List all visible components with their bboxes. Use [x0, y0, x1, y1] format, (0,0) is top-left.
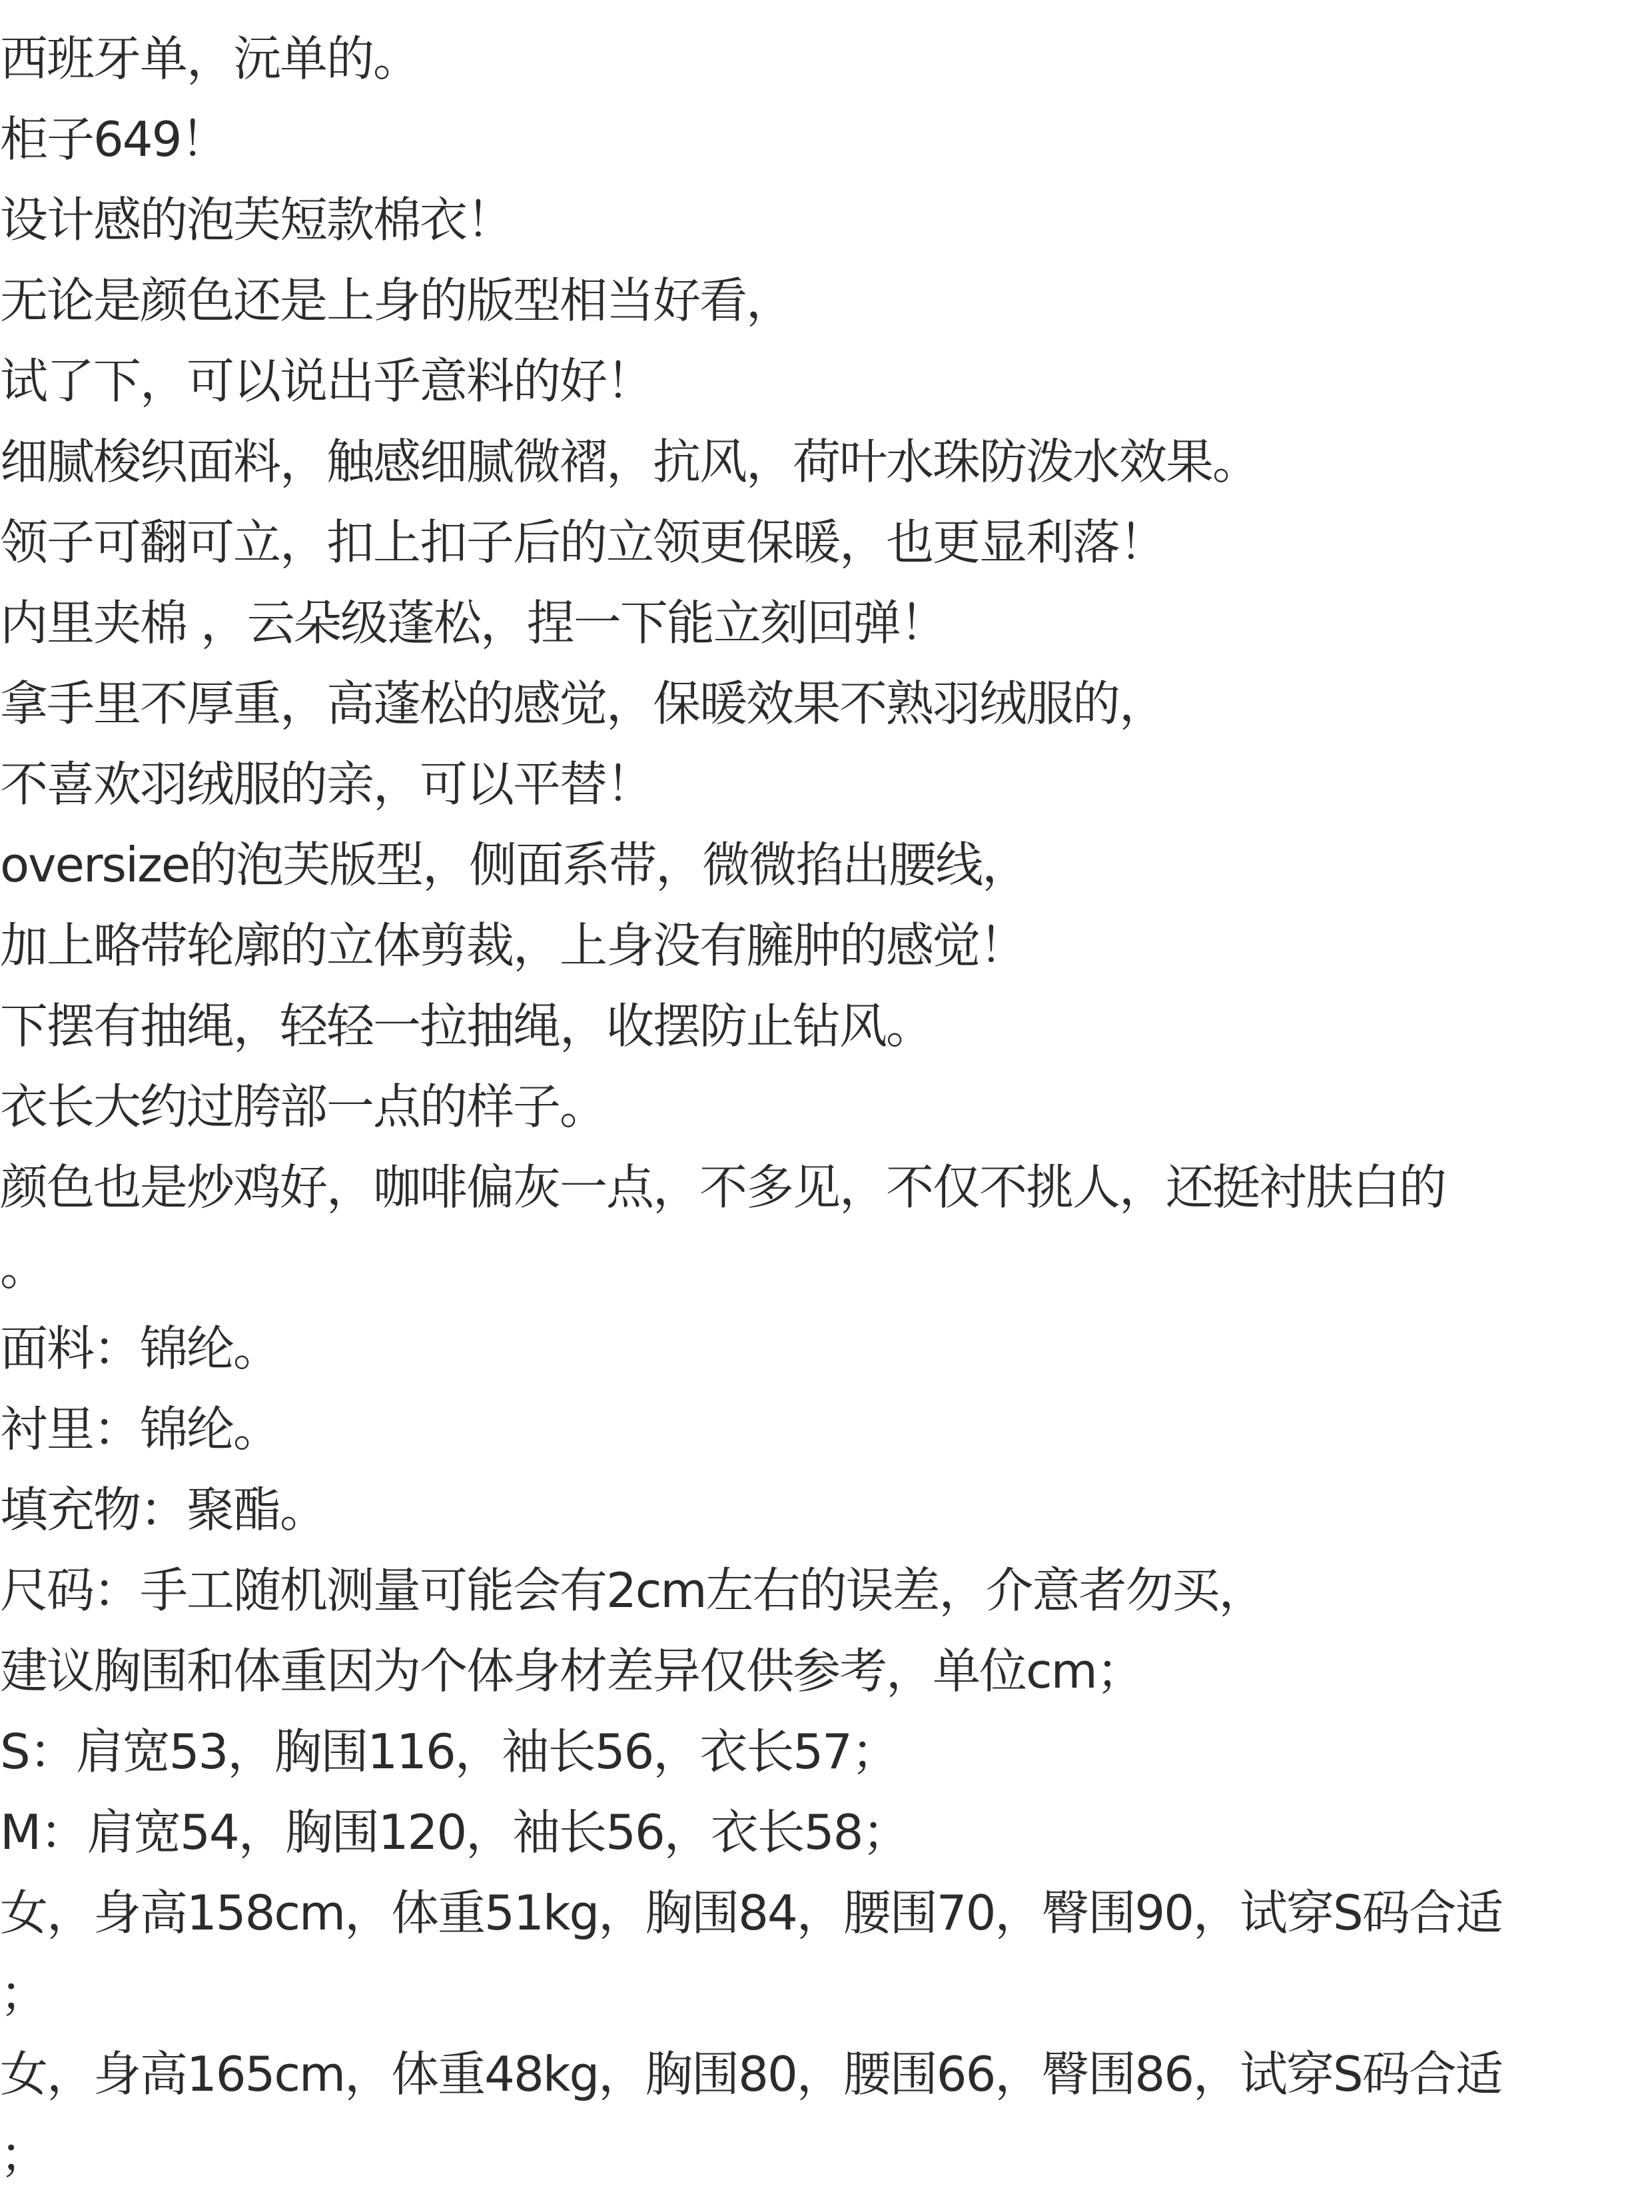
fit-example-line: 女，身高158cm，体重51kg，胸围84，腰围70，臀围90，试穿S码合适: [0, 1885, 1502, 1941]
text-line: 。: [0, 1240, 47, 1296]
text-line: 柜子649！: [0, 111, 228, 167]
text-line: 不喜欢羽绒服的亲，可以平替！: [0, 756, 653, 812]
text-line: 西班牙单，沅单的。: [0, 31, 420, 87]
text-line: 领子可翻可立，扣上扣子后的立领更保暖，也更显利落！: [0, 514, 1166, 570]
document-body: [0, 19, 1652, 2195]
text-line: 加上略带轮廓的立体剪裁，上身没有臃肿的感觉！: [0, 917, 1027, 973]
text-line: ；: [0, 2127, 47, 2183]
size-note-line: 尺码：手工随机测量可能会有2cm左右的误差，介意者勿买，: [0, 1562, 1266, 1618]
text-line: 内里夹棉 ，云朵级蓬松，捏一下能立刻回弹！: [0, 595, 947, 651]
text-line: oversize的泡芙版型，侧面系带，微微掐出腰线，: [0, 837, 1029, 893]
text-line: 拿手里不厚重，高蓬松的感觉，保暖效果不熟羽绒服的，: [0, 676, 1166, 732]
size-note-line: 建议胸围和体重因为个体身材差异仅供参考，单位cm；: [0, 1643, 1143, 1699]
filling-line: 填充物：聚酯。: [0, 1482, 327, 1538]
text-line: 设计感的泡芙短款棉衣！: [0, 192, 514, 248]
text-line: 无论是颜色还是上身的版型相当好看，: [0, 273, 793, 328]
text-line: 试了下，可以说出乎意料的好！: [0, 353, 653, 409]
text-line: 颜色也是炒鸡好，咖啡偏灰一点，不多见，不仅不挑人，还挺衬肤白的: [0, 1159, 1446, 1215]
text-line: ；: [0, 1965, 47, 2021]
size-s-line: S：肩宽53，胸围116，袖长56，衣长57；: [0, 1724, 898, 1780]
fabric-line: 面料：锦纶。: [0, 1321, 280, 1377]
text-line: 下摆有抽绳，轻轻一拉抽绳，收摆防止钻风。: [0, 998, 933, 1054]
text-line: 细腻梭织面料，触感细腻微褶，抗风，荷叶水珠防泼水效果。: [0, 434, 1260, 490]
fit-example-line: 女，身高165cm，体重48kg，胸围80，腰围66，臀围86，试穿S码合适: [0, 2046, 1502, 2102]
lining-line: 衬里：锦纶。: [0, 1401, 280, 1457]
text-line: 衣长大约过胯部一点的样子。: [0, 1079, 607, 1135]
size-m-line: M：肩宽54，胸围120，袖长56，衣长58；: [0, 1804, 909, 1860]
